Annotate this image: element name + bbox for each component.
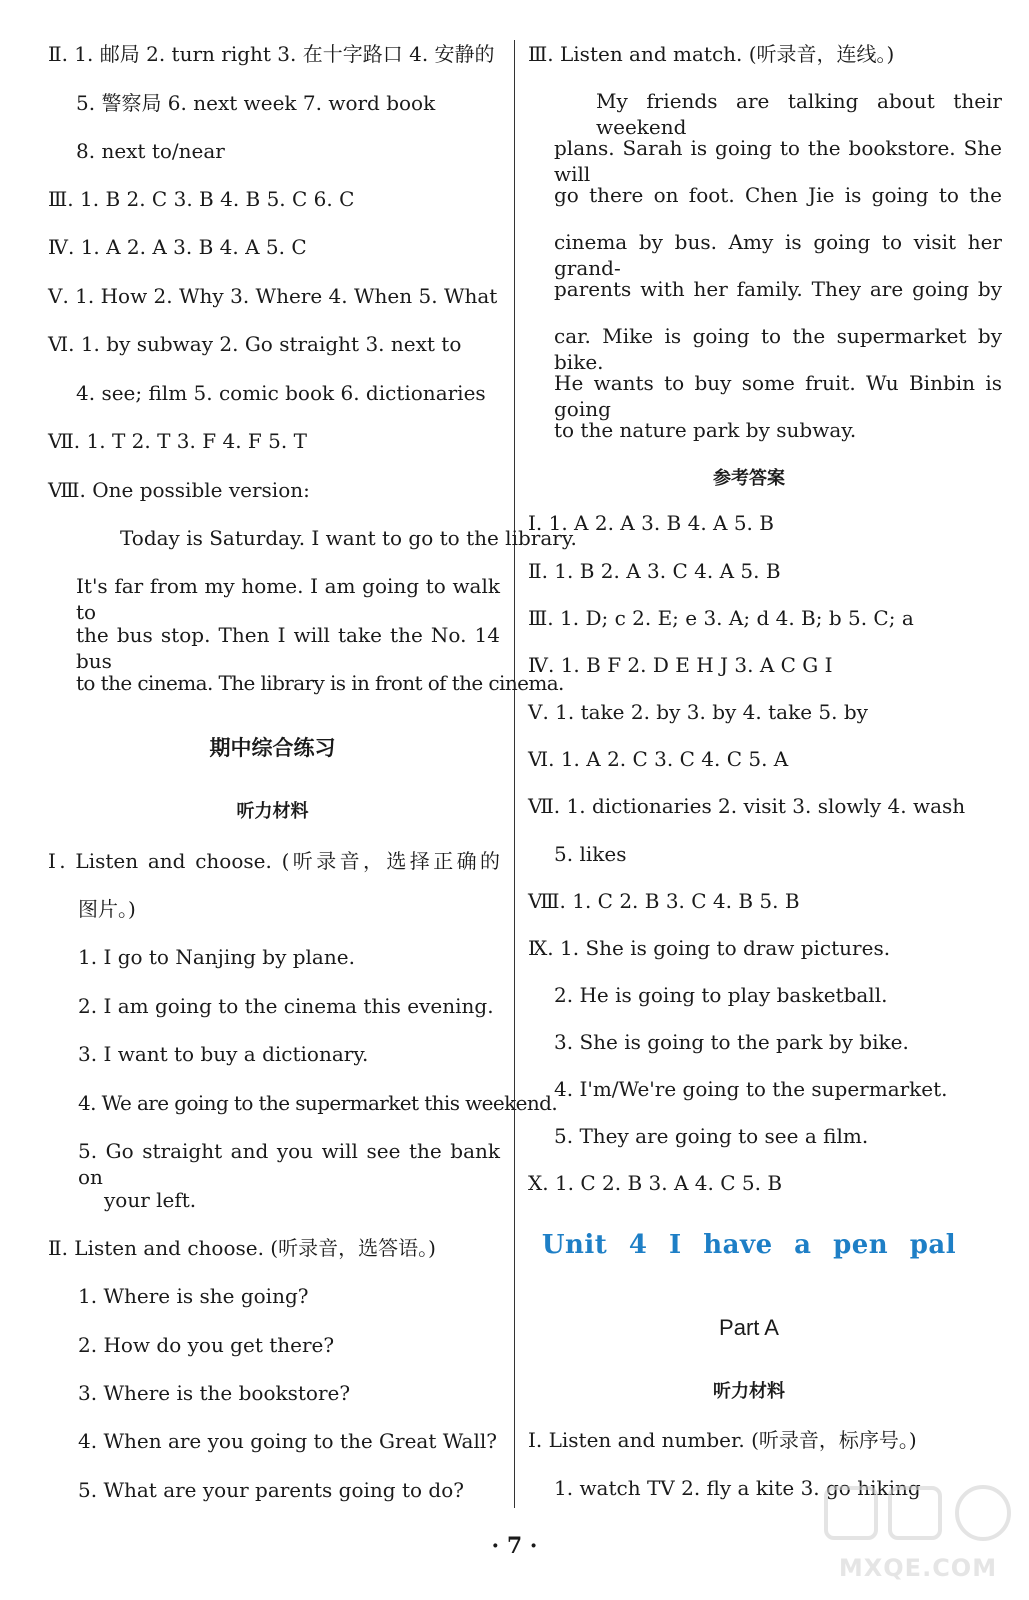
answer-line: Ⅶ. 1. T 2. T 3. F 4. F 5. T <box>48 429 307 453</box>
answer-line: 5. likes <box>554 842 627 866</box>
script-line: He wants to buy some fruit. Wu Binbin is going <box>554 371 1002 421</box>
answer-line: 4. I'm/We're going to the supermarket. <box>554 1077 948 1101</box>
script-line: 2. How do you get there? <box>78 1333 335 1357</box>
watermark-logo <box>818 1474 1018 1594</box>
subsection-title: 参考答案 <box>713 468 785 489</box>
answer-line: Ⅲ. 1. B 2. C 3. B 4. B 5. C 6. C <box>48 187 355 211</box>
script-line: to the nature park by subway. <box>554 418 857 442</box>
answer-line: Ⅳ. 1. A 2. A 3. B 4. A 5. C <box>48 235 307 259</box>
essay-line: Today is Saturday. I want to go to the library. <box>120 526 577 550</box>
answer-line: Ⅴ. 1. take 2. by 3. by 4. take 5. by <box>528 700 868 724</box>
answer-line: Ⅷ. 1. C 2. B 3. C 4. B 5. B <box>528 889 800 913</box>
script-line: 1. watch TV 2. fly a kite 3. go hiking <box>554 1476 921 1500</box>
answer-line: Ⅵ. 1. A 2. C 3. C 4. C 5. A <box>528 747 789 771</box>
essay-line: to the cinema. The library is in front of the cinema. <box>76 671 564 695</box>
column-divider <box>514 40 515 1508</box>
subsection-title: 听力材料 <box>236 801 309 822</box>
script-line: go there on foot. Chen Jie is going to the <box>554 183 1002 207</box>
script-line: 3. I want to buy a dictionary. <box>78 1042 369 1066</box>
answer-line: 2. He is going to play basketball. <box>554 983 888 1007</box>
script-line: 4. We are going to the supermarket this weekend. <box>78 1091 558 1115</box>
watermark-icon <box>818 1474 1018 1554</box>
script-line: parents with her family. They are going by <box>554 277 1002 301</box>
answer-line: Ⅱ. 1. 邮局 2. turn right 3. 在十字路口 4. 安静的 <box>48 42 495 66</box>
answer-line: Ⅴ. 1. How 2. Why 3. Where 4. When 5. What <box>48 284 498 308</box>
script-line: 1. Where is she going? <box>78 1284 309 1308</box>
script-line: your left. <box>104 1188 197 1212</box>
answer-line: Ⅵ. 1. by subway 2. Go straight 3. next to <box>48 332 462 356</box>
script-line: 1. I go to Nanjing by plane. <box>78 945 355 969</box>
answer-line: Ⅱ. 1. B 2. A 3. C 4. A 5. B <box>528 559 781 583</box>
page-number: · 7 · <box>491 1533 538 1559</box>
essay-line: the bus stop. Then I will take the No. 14 bus <box>76 623 500 673</box>
script-line: 2. I am going to the cinema this evening. <box>78 994 494 1018</box>
answer-line: 4. see; film 5. comic book 6. dictionaries <box>76 381 486 405</box>
essay-line: It's far from my home. I am going to walk to <box>76 574 500 624</box>
script-line: 5. Go straight and you will see the bank on <box>78 1139 500 1189</box>
answer-line: Ⅰ. 1. A 2. A 3. B 4. A 5. B <box>528 511 774 535</box>
answer-line: Ⅲ. 1. D; c 2. E; e 3. A; d 4. B; b 5. C; a <box>528 606 914 630</box>
answer-line: 3. She is going to the park by bike. <box>554 1030 909 1054</box>
answer-line: 8. next to/near <box>76 139 225 163</box>
section-title: 期中综合练习 <box>209 736 336 760</box>
script-line: 4. When are you going to the Great Wall? <box>78 1429 497 1453</box>
script-line: 3. Where is the bookstore? <box>78 1381 351 1405</box>
script-line: 5. What are your parents going to do? <box>78 1478 464 1502</box>
script-line: My friends are talking about their weekend <box>596 89 1002 139</box>
question-line: Ⅱ. Listen and choose. (听录音，选答语。) <box>48 1236 436 1260</box>
question-line: Ⅰ. Listen and choose. (听录音，选择正确的 <box>48 849 500 873</box>
part-title: Part A <box>719 1315 779 1340</box>
script-line: cinema by bus. Amy is going to visit her grand- <box>554 230 1002 280</box>
answer-line: 5. They are going to see a film. <box>554 1124 869 1148</box>
answer-line: 5. 警察局 6. next week 7. word book <box>76 91 436 115</box>
answer-line: Ⅶ. 1. dictionaries 2. visit 3. slowly 4. wash <box>528 794 966 818</box>
question-line: 图片。) <box>78 897 136 921</box>
question-line: Ⅲ. Listen and match. (听录音，连线。) <box>528 42 895 66</box>
question-line: Ⅰ. Listen and number. (听录音，标序号。) <box>528 1428 917 1452</box>
subsection-title: 听力材料 <box>713 1381 785 1402</box>
answer-line: Ⅹ. 1. C 2. B 3. A 4. C 5. B <box>528 1171 783 1195</box>
answer-line: Ⅳ. 1. B F 2. D E H J 3. A C G I <box>528 653 833 677</box>
script-line: car. Mike is going to the supermarket by bike. <box>554 324 1002 374</box>
answer-line: Ⅷ. One possible version: <box>48 478 310 502</box>
watermark-text: MXQE.COM <box>838 1554 998 1582</box>
script-line: plans. Sarah is going to the bookstore. She will <box>554 136 1002 186</box>
answer-line: Ⅸ. 1. She is going to draw pictures. <box>528 936 891 960</box>
unit-title: Unit 4 I have a pen pal <box>541 1230 957 1260</box>
